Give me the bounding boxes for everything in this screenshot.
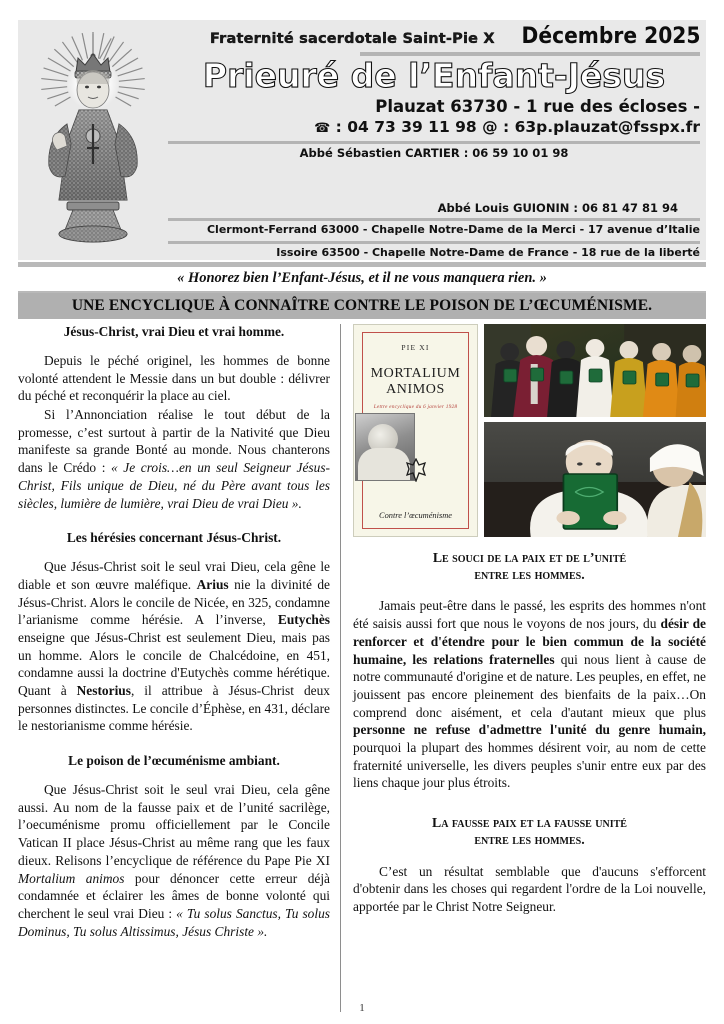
- right-p1-a: Jamais peut-être dans le passé, les esprits des hommes n'ont été saisis aussi fort que nous le voyons de nos jours, du: [353, 598, 706, 632]
- book-author: PIE XI: [401, 343, 430, 352]
- divider-rule-2: [168, 141, 700, 144]
- article-title: UNE ENCYCLIQUE À CONNAÎTRE CONTRE LE POISON DE L’ŒCUMÉNISME.: [71, 297, 653, 314]
- heretic-nestorius: Nestorius: [76, 683, 131, 698]
- left-paragraph-2: [18, 406, 330, 512]
- maltese-cross-icon: [405, 458, 427, 482]
- right-p1-bold-1: désir de renforcer et d'étendre pour le bien commun de la société humaine, les relations fraternelles: [353, 616, 706, 667]
- priory-contact-line: [168, 117, 700, 138]
- book-cover-image: [353, 324, 478, 537]
- left-p3-c: nie la divinité de Jésus-Christ. Alors le concile de Nicée, en 325, condamne l’arianisme comme hérésie. A l’inverse,: [18, 576, 330, 628]
- left-p3-d: enseigne que Jésus-Christ est seulement Dieu, mais pas un homme. Alors le concile de Chalcédoine, en 451, condamne aussi la doctrine d'Eutychès comme hérétique. Quant à: [18, 629, 330, 698]
- left-p4-b: pour dénoncer cette erreur déjà condamnée et éclairer les âmes de bonne volonté qui cherchent le seul vrai Dieu :: [18, 870, 330, 921]
- abbe-guionin: Abbé Louis GUIONIN : 06 81 47 81 94: [437, 201, 678, 216]
- masthead-text-block: [168, 20, 706, 260]
- article-columns: [18, 324, 706, 1012]
- assisi-interreligious-meeting-photo: [484, 324, 706, 417]
- right-paragraph-2: C’est un résultat semblable que d'aucuns s'efforcent d'obtenir dans les choses qui regardent l'ordre de la Loi nouvelle, apportée par le Christ Notre Seigneur.: [353, 863, 706, 914]
- header-spacer: [168, 160, 700, 201]
- pope-body: [358, 448, 410, 480]
- image-row: [353, 324, 706, 539]
- right-paragraph-1: [353, 597, 706, 792]
- quote-band: [18, 262, 706, 296]
- left-paragraph-4: [18, 781, 330, 940]
- right-heading-2-line1: La fausse paix et la fausse unité: [432, 815, 627, 831]
- right-p1-d: pourquoi la plupart des hommes désirent voir, au nom de cette fraternité universelle, les divers peuples s'unir entre eux par des liens chaque jour plus étroits.: [353, 739, 706, 791]
- left-paragraph-3: [18, 558, 330, 735]
- left-heading-2: Les hérésies concernant Jésus-Christ.: [66, 530, 282, 546]
- right-heading-2-line2: entre les hommes.: [474, 832, 585, 848]
- right-column: [341, 324, 706, 1012]
- heretic-eutyches: Eutychès: [277, 612, 330, 628]
- right-heading-2: [353, 814, 706, 848]
- telephone-icon: ☎: [314, 121, 331, 137]
- page-number: 1: [359, 1002, 365, 1014]
- left-p4-a: Que Jésus-Christ soit le seul vrai Dieu, cela gêne aussi. Au nom de la fausse paix et de l’unité sacrilège, l’oecuménisme promu officiellement par le Concile Vatican II place Jésus-Christ au même rang que les faux dieux. Relisons l’encyclique de référence du Pape Pie XI: [18, 782, 330, 868]
- book-subtitle: Lettre encyclique du 6 janvier 1928: [373, 404, 458, 411]
- right-p1-bold-2: personne ne refuse d'admettre l'unité du genre humain,: [353, 722, 706, 738]
- quote-text: « Honorez bien l’Enfant-Jésus, et il ne vous manquera rien. »: [177, 270, 547, 286]
- photo-stack: [484, 324, 706, 539]
- left-paragraph-1: Depuis le péché originel, les hommes de bonne volonté attendent le Messie dans un but double : délivrer du péché et reconquérir la place au ciel.: [18, 353, 330, 404]
- fraternity-name: Fraternité sacerdotale Saint-Pie X: [210, 31, 495, 47]
- chapel-issoire: Issoire 63500 - Chapelle Notre-Dame de France - 18 rue de la liberté: [276, 245, 700, 259]
- priory-phone-email: : 04 73 39 11 98 @ : 63p.plauzat@fsspx.fr: [335, 118, 700, 137]
- encyclical-name: Mortalium animos: [18, 870, 125, 886]
- book-title-line2: ANIMOS: [386, 381, 445, 397]
- heretic-arius: Arius: [196, 576, 229, 592]
- left-column: [18, 324, 340, 1012]
- left-p2-credo-quote: « Je crois…en un seul Seigneur Jésus-Christ, Fils unique de Dieu, né du Père avant tous les siècles, lumière de lumière, vrai Dieu de vrai Dieu ».: [18, 460, 330, 511]
- latin-quote: « Tu solus Sanctus, Tu solus Dominus, Tu solus Altissimus, Jésus Christe ».: [18, 905, 330, 939]
- right-p1-c: qui nous lient à cause de notre communauté d'origine et de nature. Les peuples, en effet, ne jouissent pas encore pleinement des bienfaits de la paix…On comprend donc aisément, et cela d'autant mieux que plus: [353, 651, 706, 720]
- divider-rule-3: [168, 218, 700, 221]
- right-heading-1: [353, 549, 706, 583]
- issue-month: Décembre 2025: [521, 24, 700, 49]
- divider-rule-4: [168, 241, 700, 244]
- right-heading-1-line1: Le souci de la paix et de l’unité: [432, 550, 627, 565]
- priory-title: Prieuré de l’Enfant-Jésus: [202, 56, 666, 95]
- statue-image: [18, 20, 168, 260]
- masthead: [18, 20, 706, 260]
- left-heading-1: Jésus-Christ, vrai Dieu et vrai homme.: [63, 324, 285, 339]
- chapel-clermont-ferrand: Clermont-Ferrand 63000 - Chapelle Notre-Dame de la Merci - 17 avenue d’Italie: [206, 223, 700, 237]
- pope-kissing-koran-photo: [484, 422, 706, 537]
- book-footer-text: Contre l’œcuménisme: [379, 511, 452, 520]
- left-p3-e: , il attribue à Jésus-Christ deux personnes distinctes. Le concile d’Éphèse, en 431, déclare le nestorianisme comme hérésie.: [18, 683, 330, 734]
- left-p3-a: Que Jésus-Christ soit le seul vrai Dieu, cela gêne le diable et son œuvre maléfique.: [18, 559, 330, 592]
- right-heading-1-line2: entre les hommes.: [474, 567, 585, 583]
- left-heading-3: Le poison de l’œcuménisme ambiant.: [68, 753, 280, 769]
- left-p2-text: Si l’Annonciation réalise le tout début de la promesse, c’est surtout à partir de la Nativité que Dieu manifeste sa grande Bonté au monde. Nous chanterons dans le Crédo :: [18, 407, 330, 476]
- book-title-line1: MORTALIUM: [370, 366, 461, 381]
- abbe-cartier: Abbé Sébastien CARTIER : 06 59 10 01 98: [299, 145, 569, 160]
- priory-address: Plauzat 63730 - 1 rue des écloses -: [375, 96, 700, 116]
- article-title-banner: [18, 293, 706, 319]
